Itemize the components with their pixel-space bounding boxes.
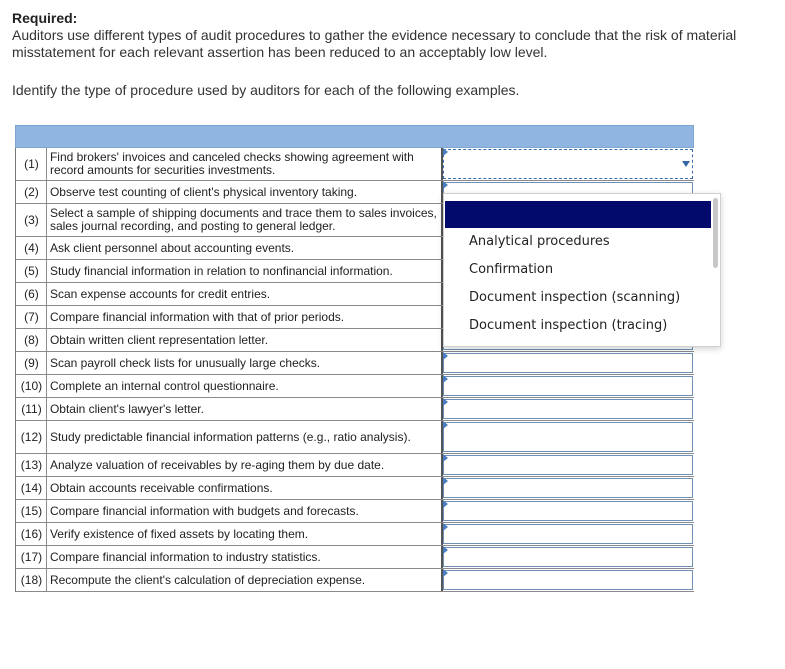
triangle-marker-icon [443, 352, 448, 360]
table-row [16, 500, 694, 523]
row-description: Obtain client's lawyer's letter. [47, 398, 443, 420]
row-number: (4) [16, 237, 47, 259]
triangle-marker-icon [443, 181, 448, 189]
row-number: (14) [16, 477, 47, 499]
table-row [16, 454, 694, 477]
triangle-marker-icon [443, 375, 448, 383]
triangle-marker-icon [443, 398, 448, 406]
answer-select-box[interactable] [443, 149, 693, 179]
answer-select-box[interactable] [443, 422, 693, 452]
answer-select-box[interactable] [443, 455, 693, 475]
dropdown-option[interactable]: Analytical procedures [469, 234, 610, 249]
answer-select[interactable] [443, 523, 694, 545]
triangle-marker-icon [443, 148, 448, 156]
answer-select[interactable] [443, 398, 694, 420]
row-number: (9) [16, 352, 47, 374]
triangle-marker-icon [443, 477, 448, 485]
answer-select[interactable] [443, 454, 694, 476]
row-number: (18) [16, 569, 47, 591]
answer-select[interactable] [443, 477, 694, 499]
answer-select[interactable] [443, 421, 694, 453]
table-row [16, 477, 694, 500]
triangle-marker-icon [443, 454, 448, 462]
answer-select-box[interactable] [443, 478, 693, 498]
triangle-marker-icon [443, 523, 448, 531]
answer-select[interactable] [443, 148, 694, 180]
table-row [16, 569, 694, 592]
row-number: (6) [16, 283, 47, 305]
answer-select[interactable] [443, 569, 694, 591]
answer-select-box[interactable] [443, 399, 693, 419]
dropdown-option[interactable]: Document inspection (scanning) [469, 290, 681, 305]
answer-select[interactable] [443, 500, 694, 522]
row-number: (13) [16, 454, 47, 476]
triangle-marker-icon [443, 421, 448, 429]
row-description: Verify existence of fixed assets by locating them. [47, 523, 443, 545]
table-header-bar [15, 125, 694, 148]
table-row [16, 398, 694, 421]
table-row [16, 375, 694, 398]
row-description: Ask client personnel about accounting events. [47, 237, 443, 259]
dropdown-scrollbar[interactable] [713, 198, 718, 268]
row-description: Compare financial information to industry statistics. [47, 546, 443, 568]
row-number: (15) [16, 500, 47, 522]
row-number: (11) [16, 398, 47, 420]
row-description: Obtain written client representation letter. [47, 329, 443, 351]
answer-select-box[interactable] [443, 547, 693, 567]
row-number: (10) [16, 375, 47, 397]
row-number: (1) [16, 148, 47, 180]
row-number: (8) [16, 329, 47, 351]
answer-select[interactable] [443, 546, 694, 568]
row-description: Compare financial information with budgets and forecasts. [47, 500, 443, 522]
row-number: (2) [16, 181, 47, 203]
row-description: Scan expense accounts for credit entries. [47, 283, 443, 305]
row-number: (16) [16, 523, 47, 545]
row-description: Study predictable financial information patterns (e.g., ratio analysis). [47, 421, 443, 453]
row-description: Study financial information in relation to nonfinancial information. [47, 260, 443, 282]
answer-select[interactable] [443, 375, 694, 397]
triangle-marker-icon [443, 569, 448, 577]
triangle-marker-icon [443, 546, 448, 554]
row-number: (17) [16, 546, 47, 568]
instruction-text: Identify the type of procedure used by auditors for each of the following examples. [12, 82, 520, 98]
answer-select-box[interactable] [443, 524, 693, 544]
question-header [12, 10, 777, 61]
answer-select-box[interactable] [443, 353, 693, 373]
row-number: (7) [16, 306, 47, 328]
required-title: Required: [12, 10, 78, 26]
row-description: Find brokers' invoices and canceled checks showing agreement with record amounts for securities investments. [47, 148, 443, 180]
dropdown-option[interactable]: Document inspection (tracing) [469, 318, 668, 333]
row-description: Complete an internal control questionnaire. [47, 375, 443, 397]
table-row [16, 523, 694, 546]
answer-select-box[interactable] [443, 376, 693, 396]
row-description: Obtain accounts receivable confirmations. [47, 477, 443, 499]
answer-select[interactable] [443, 352, 694, 374]
answer-select-box[interactable] [443, 570, 693, 590]
dropdown-option-blank-selected[interactable] [445, 201, 711, 228]
table-row [16, 148, 694, 181]
row-description: Compare financial information with that of prior periods. [47, 306, 443, 328]
procedure-dropdown-menu [443, 193, 721, 347]
answer-select-box[interactable] [443, 501, 693, 521]
required-text: Auditors use different types of audit procedures to gather the evidence necessary to conclude that the risk of material misstatement for each relevant assertion has been reduced to an acceptably low level. [12, 27, 737, 60]
row-description: Analyze valuation of receivables by re-aging them by due date. [47, 454, 443, 476]
triangle-marker-icon [443, 500, 448, 508]
table-row [16, 546, 694, 569]
table-row [16, 421, 694, 454]
row-description: Observe test counting of client's physical inventory taking. [47, 181, 443, 203]
row-description: Select a sample of shipping documents and trace them to sales invoices, sales journal recording, and posting to general ledger. [47, 204, 443, 236]
row-number: (12) [16, 421, 47, 453]
row-number: (5) [16, 260, 47, 282]
table-row [16, 352, 694, 375]
row-number: (3) [16, 204, 47, 236]
chevron-down-icon[interactable] [682, 161, 690, 167]
row-description: Recompute the client's calculation of depreciation expense. [47, 569, 443, 591]
row-description: Scan payroll check lists for unusually large checks. [47, 352, 443, 374]
dropdown-option[interactable]: Confirmation [469, 262, 554, 277]
